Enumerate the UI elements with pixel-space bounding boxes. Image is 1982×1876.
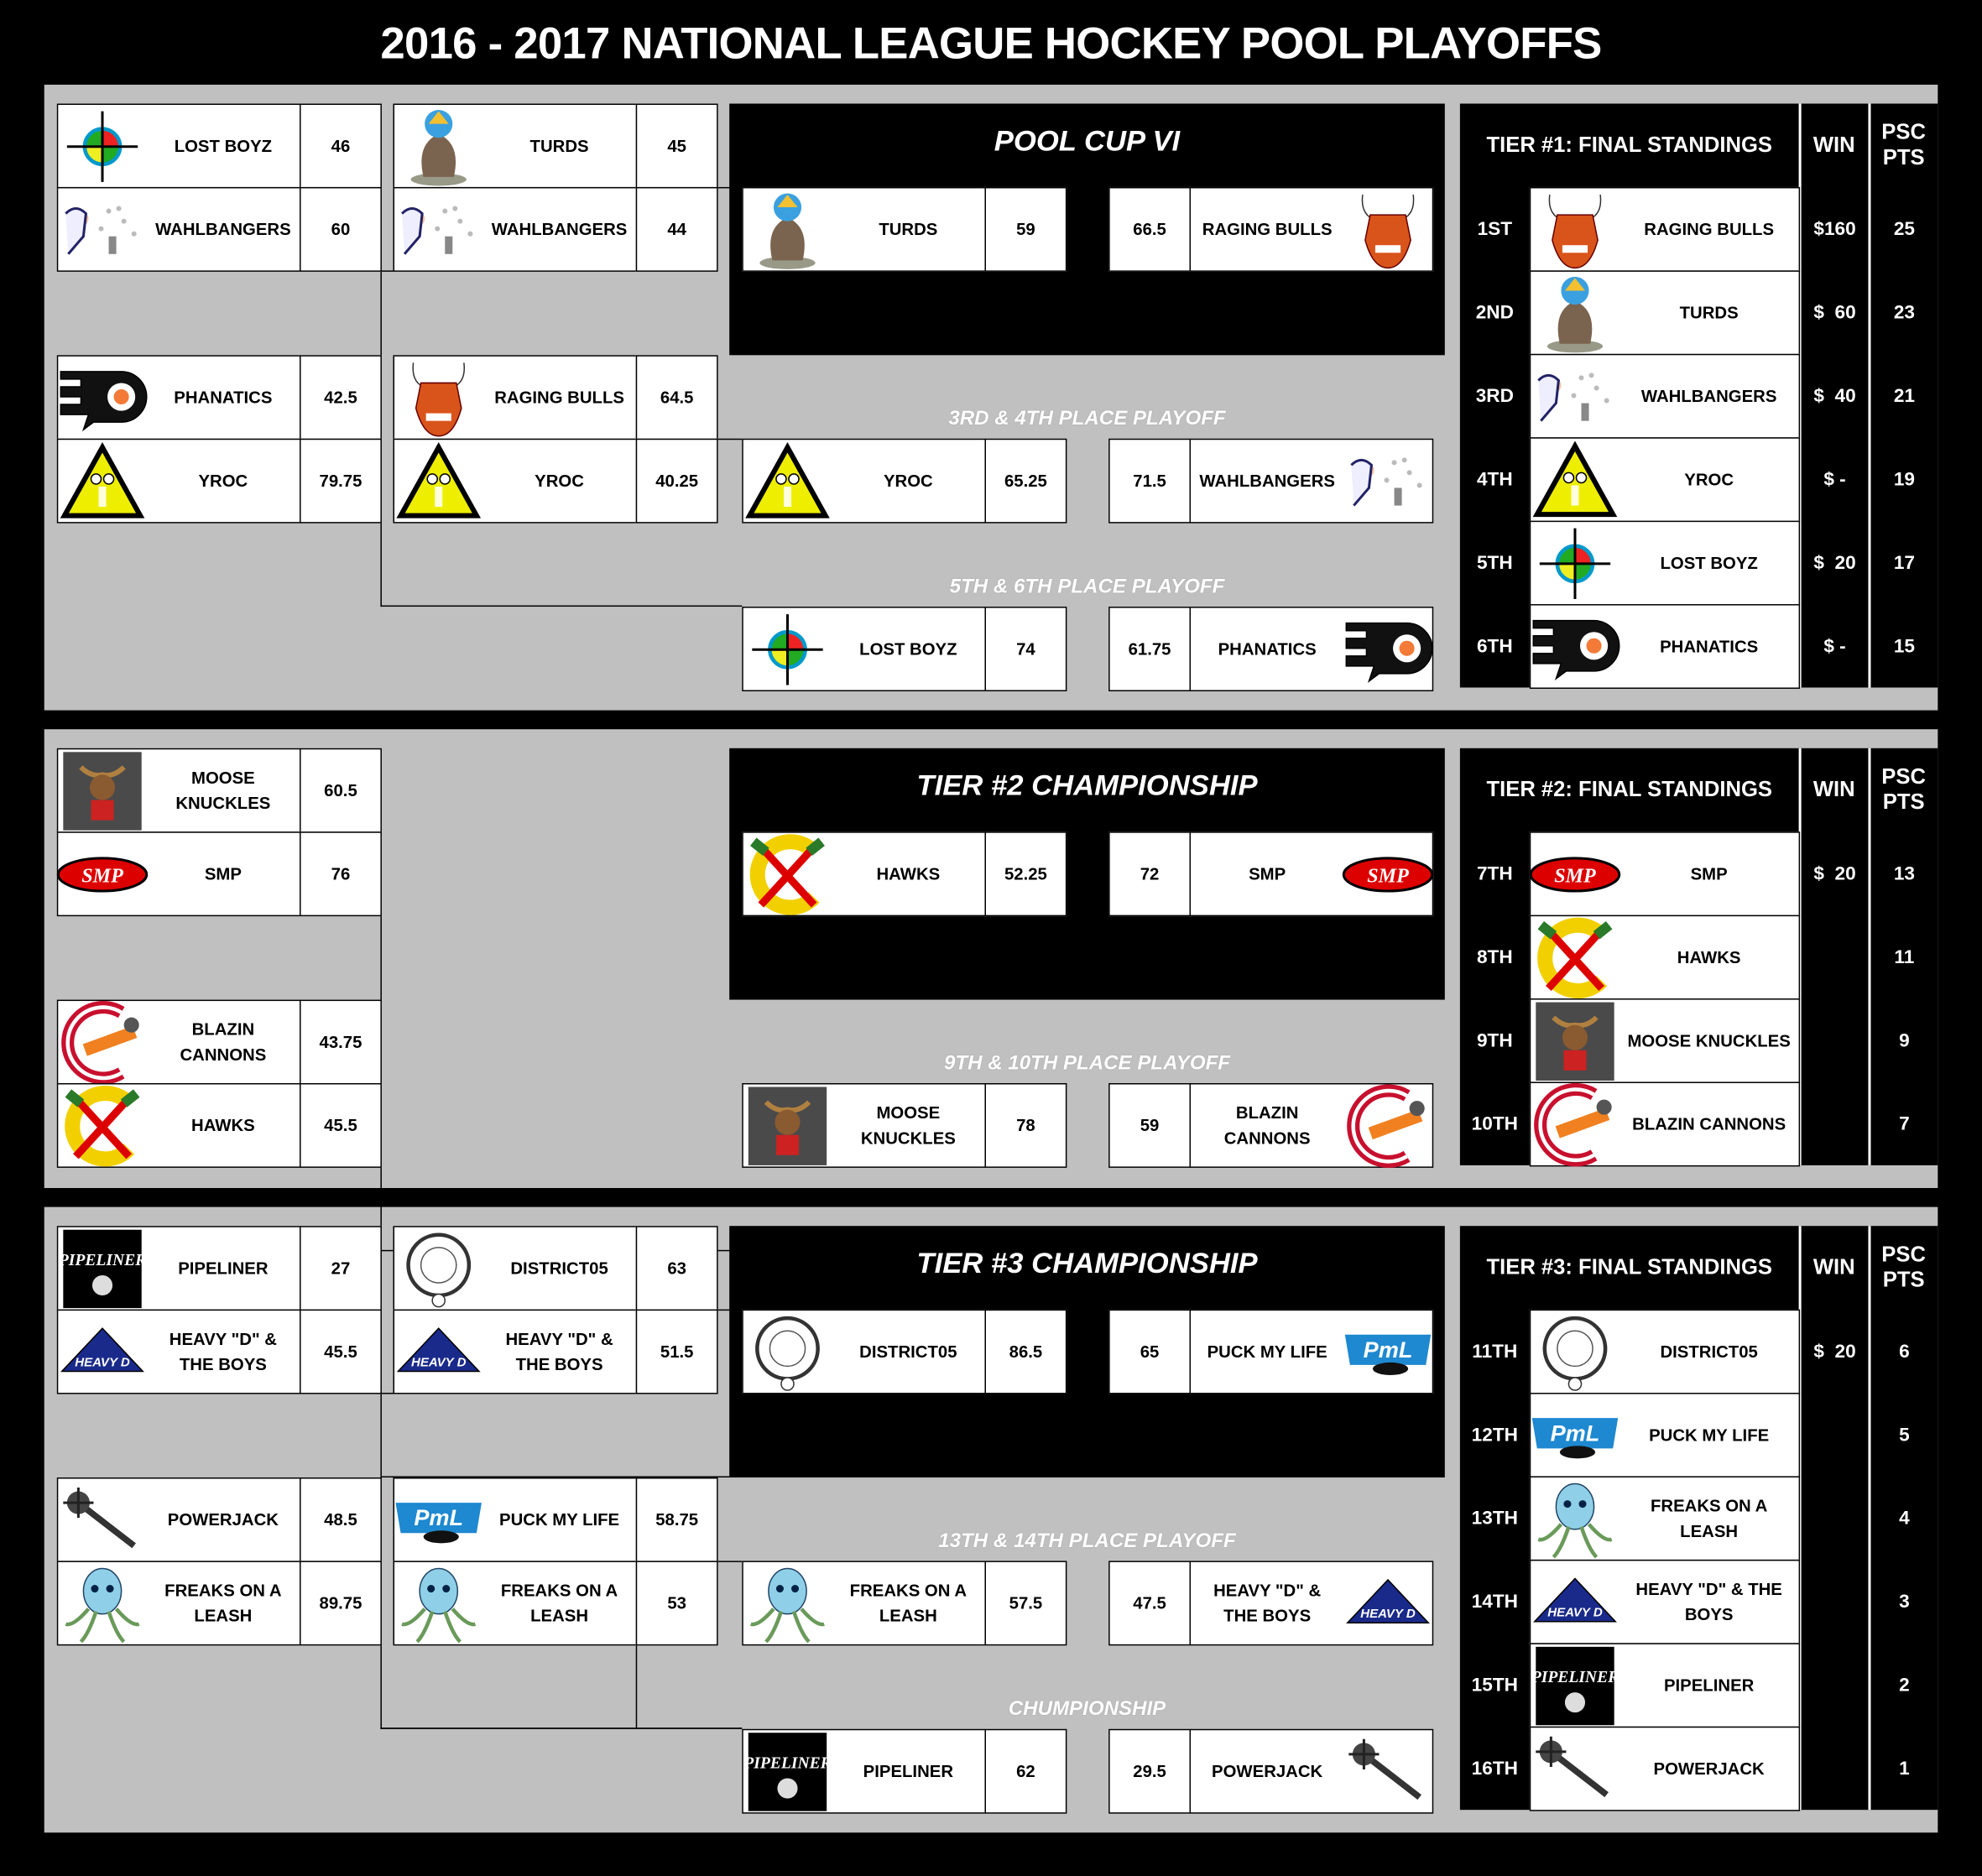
compass-icon — [58, 106, 146, 186]
mace-icon — [58, 1479, 146, 1560]
standing-team — [1530, 437, 1800, 522]
mace-icon — [1531, 1728, 1619, 1809]
team-score: 48.5 — [300, 1477, 382, 1562]
team-name: MOOSE KNUCKLES — [860, 1102, 956, 1148]
team-name: YROC — [1684, 469, 1734, 489]
mace-icon — [1343, 1731, 1432, 1811]
team-name: LOST BOYZ — [174, 135, 273, 155]
team-score: 57.5 — [984, 1561, 1067, 1645]
octopus-icon — [743, 1563, 832, 1644]
standing-winnings — [1802, 1727, 1869, 1810]
team-score: 64.5 — [636, 355, 718, 440]
standing-winnings: $ - — [1823, 468, 1846, 490]
team-entry — [57, 748, 301, 833]
team-name: HEAVY "D" & THE BOYS — [505, 1328, 613, 1373]
team-name: HEAVY "D" & THE BOYS — [169, 1328, 277, 1373]
team-name: HAWKS — [1677, 947, 1741, 967]
compass-icon — [743, 608, 832, 689]
team-entry — [742, 187, 986, 272]
standings-title: TIER #3: FINAL STANDINGS — [1486, 1254, 1773, 1279]
team-entry — [393, 355, 637, 440]
standing-points: 21 — [1893, 384, 1915, 407]
district-seal-icon — [1531, 1311, 1619, 1392]
team-entry — [57, 831, 301, 916]
team-entry — [393, 1477, 637, 1562]
moose-icon — [58, 750, 146, 831]
team-score: 74 — [984, 607, 1067, 691]
pipeliner-icon — [1531, 1645, 1619, 1726]
hawks-icon — [58, 1085, 146, 1165]
team-score: 86.5 — [984, 1310, 1067, 1394]
team-name: SMP — [204, 863, 242, 883]
bull-icon — [394, 357, 482, 438]
standing-team — [1530, 1727, 1800, 1811]
standing-points: 5 — [1899, 1423, 1910, 1446]
svg-text:SMP: SMP — [1554, 864, 1596, 887]
team-score: 71.5 — [1108, 439, 1191, 524]
pml-puck-icon — [1343, 1311, 1432, 1392]
standing-winnings — [1802, 998, 1869, 1081]
standing-team — [1530, 1081, 1800, 1166]
team-name: WAHLBANGERS — [1199, 471, 1335, 490]
canadiens-cannon-icon — [1343, 1085, 1432, 1165]
standing-rank: 13TH — [1471, 1507, 1518, 1529]
team-score: 52.25 — [984, 831, 1067, 916]
octopus-icon — [394, 1563, 482, 1644]
standing-points: 6 — [1899, 1340, 1910, 1363]
team-score: 60.5 — [300, 748, 382, 833]
standing-rank: 3RD — [1475, 384, 1514, 407]
team-score: 53 — [636, 1561, 718, 1645]
team-entry — [1190, 1561, 1434, 1645]
playoff-title: 5TH & 6TH PLACE PLAYOFF — [949, 576, 1225, 598]
standing-rank: 10TH — [1471, 1113, 1518, 1134]
team-score: 78 — [984, 1083, 1067, 1168]
standing-team — [1530, 270, 1800, 355]
standing-team — [1530, 187, 1800, 272]
standing-rank: 8TH — [1476, 946, 1513, 968]
team-name: LOST BOYZ — [1660, 553, 1758, 572]
team-name: POWERJACK — [1212, 1761, 1323, 1780]
smp-oval-icon — [58, 833, 146, 914]
standing-rank: 7TH — [1476, 862, 1513, 884]
team-name: PHANATICS — [174, 387, 273, 407]
team-name: FREAKS ON A LEASH — [1650, 1495, 1768, 1540]
team-score: 44 — [636, 187, 718, 272]
standing-winnings — [1802, 1081, 1869, 1165]
bracket-line — [380, 1393, 393, 1394]
heavy-d-icon — [58, 1311, 146, 1392]
standing-winnings: $ 20 — [1813, 1340, 1856, 1363]
team-score: 63 — [636, 1226, 718, 1311]
team-name: PUCK MY LIFE — [1207, 1342, 1327, 1361]
sledgehammer-man-icon — [58, 189, 146, 269]
standing-winnings — [1802, 1476, 1869, 1559]
team-name: RAGING BULLS — [494, 387, 624, 407]
standing-team — [1530, 915, 1800, 1000]
standing-points: 11 — [1894, 946, 1915, 968]
svg-text:PIPELINER: PIPELINER — [1531, 1668, 1620, 1686]
team-name: LOST BOYZ — [859, 638, 957, 659]
team-score: 42.5 — [300, 355, 382, 440]
standing-rank: 14TH — [1471, 1590, 1518, 1613]
svg-text:HEAVY D: HEAVY D — [410, 1354, 467, 1369]
team-name: DISTRICT05 — [1660, 1342, 1758, 1361]
standing-winnings: $160 — [1813, 217, 1856, 240]
team-score: 72 — [1108, 831, 1191, 916]
svg-text:PmL: PmL — [1363, 1336, 1413, 1363]
team-score: 45.5 — [300, 1310, 382, 1394]
turd-figure-icon — [394, 106, 482, 186]
canadiens-cannon-icon — [58, 1002, 146, 1082]
standing-points: 25 — [1893, 217, 1915, 240]
team-entry — [57, 1477, 301, 1562]
team-name: MOOSE KNUCKLES — [1627, 1030, 1791, 1050]
team-entry — [1190, 1083, 1434, 1168]
team-name: PIPELINER — [863, 1761, 954, 1780]
team-name: BLAZIN CANNONS — [180, 1019, 267, 1064]
page-title: 2016 - 2017 NATIONAL LEAGUE HOCKEY POOL PLAYOFFS — [380, 18, 1602, 69]
team-score: 29.5 — [1108, 1729, 1191, 1814]
standing-team — [1530, 354, 1800, 439]
team-entry — [1190, 831, 1434, 916]
compass-icon — [1531, 523, 1619, 603]
team-entry — [57, 439, 301, 524]
svg-text:PmL: PmL — [414, 1503, 464, 1530]
turd-figure-icon — [1531, 273, 1619, 353]
standing-points: 7 — [1899, 1113, 1910, 1134]
team-score: 43.75 — [300, 1000, 382, 1085]
moose-icon — [743, 1085, 832, 1165]
standing-winnings: $ 20 — [1813, 862, 1856, 884]
warning-triangle-icon — [1531, 439, 1619, 519]
team-name: YROC — [535, 471, 584, 490]
standing-points: 17 — [1893, 551, 1915, 574]
sledgehammer-man-icon — [1343, 440, 1432, 521]
win-header: WIN — [1812, 133, 1855, 157]
standing-points: 13 — [1893, 862, 1915, 884]
team-name: BLAZIN CANNONS — [1632, 1113, 1786, 1133]
hawks-icon — [743, 833, 832, 914]
team-entry — [1190, 187, 1434, 272]
team-name: RAGING BULLS — [1202, 219, 1333, 238]
bracket-line — [717, 1310, 729, 1311]
standing-winnings: $ 20 — [1813, 551, 1856, 574]
warning-triangle-icon — [394, 440, 482, 521]
team-score: 45.5 — [300, 1083, 382, 1168]
standing-team — [1530, 1560, 1800, 1644]
bull-icon — [1531, 189, 1619, 269]
team-score: 60 — [300, 187, 382, 272]
team-entry — [57, 1226, 301, 1311]
team-score: 59 — [1108, 1083, 1191, 1168]
standing-team — [1530, 831, 1800, 916]
team-name: TURDS — [879, 219, 938, 238]
district-seal-icon — [743, 1311, 832, 1392]
standing-points: 1 — [1899, 1757, 1910, 1780]
flyers-icon — [58, 357, 146, 438]
team-entry — [393, 104, 637, 189]
team-name: WAHLBANGERS — [1640, 386, 1777, 405]
svg-text:HEAVY D: HEAVY D — [75, 1354, 130, 1369]
sledgehammer-man-icon — [394, 189, 482, 269]
team-score: 79.75 — [300, 439, 382, 524]
team-score: 58.75 — [636, 1477, 718, 1562]
standing-rank: 4TH — [1476, 468, 1513, 490]
team-name: PUCK MY LIFE — [499, 1509, 620, 1529]
standing-team — [1530, 998, 1800, 1083]
team-name: POWERJACK — [167, 1509, 279, 1529]
standing-rank: 5TH — [1476, 551, 1513, 574]
pipeliner-icon — [58, 1227, 146, 1308]
standing-winnings — [1802, 1393, 1869, 1476]
octopus-icon — [1531, 1478, 1619, 1559]
team-entry — [57, 1000, 301, 1085]
warning-triangle-icon — [743, 440, 832, 521]
heavy-d-icon — [1343, 1563, 1432, 1644]
svg-text:HEAVY D: HEAVY D — [1360, 1606, 1416, 1621]
team-name: PHANATICS — [1660, 636, 1759, 656]
team-score: 40.25 — [636, 439, 718, 524]
team-name: YROC — [198, 471, 248, 490]
standing-points: 4 — [1899, 1507, 1910, 1529]
team-entry — [57, 1310, 301, 1394]
psc-pts-header: PSC PTS — [1881, 120, 1926, 169]
psc-pts-header: PSC PTS — [1881, 1242, 1926, 1292]
team-entry — [57, 355, 301, 440]
svg-text:SMP: SMP — [81, 864, 123, 887]
standing-points: 9 — [1899, 1029, 1910, 1051]
team-entry — [57, 104, 301, 189]
standing-rank: 1ST — [1477, 217, 1513, 240]
standing-rank: 15TH — [1471, 1674, 1518, 1696]
octopus-icon — [58, 1563, 146, 1644]
standing-points: 2 — [1899, 1674, 1910, 1696]
team-entry — [393, 1226, 637, 1311]
team-entry — [1190, 1310, 1434, 1394]
standings-title: TIER #2: FINAL STANDINGS — [1486, 777, 1773, 802]
pipeliner-icon — [743, 1731, 832, 1811]
flyers-icon — [1343, 608, 1432, 689]
bracket-line — [380, 1727, 742, 1729]
team-name: WAHLBANGERS — [491, 219, 628, 238]
team-score: 76 — [300, 831, 382, 916]
team-name: HAWKS — [191, 1115, 255, 1134]
standing-team — [1530, 1393, 1800, 1477]
team-entry — [57, 1561, 301, 1645]
standing-rank: 9TH — [1476, 1029, 1513, 1051]
team-name: HEAVY "D" & THE BOYS — [1635, 1579, 1782, 1623]
svg-text:PIPELINER: PIPELINER — [743, 1754, 832, 1772]
team-entry — [57, 1083, 301, 1168]
team-name: PIPELINER — [178, 1258, 269, 1278]
team-name: HEAVY "D" & THE BOYS — [1213, 1580, 1322, 1625]
standing-team — [1530, 1310, 1800, 1394]
team-name: PUCK MY LIFE — [1649, 1425, 1770, 1445]
bracket-line — [380, 270, 393, 272]
team-name: BLAZIN CANNONS — [1223, 1102, 1311, 1148]
team-score: 89.75 — [300, 1561, 382, 1645]
team-name: PIPELINER — [1663, 1675, 1755, 1695]
championship-title: TIER #2 CHAMPIONSHIP — [916, 768, 1258, 802]
playoff-title: 13TH & 14TH PLACE PLAYOFF — [938, 1530, 1236, 1552]
standing-rank: 6TH — [1476, 634, 1513, 657]
team-score: 46 — [300, 104, 382, 189]
heavy-d-icon — [1531, 1561, 1619, 1642]
team-entry — [1190, 439, 1434, 524]
team-score: 65.25 — [984, 439, 1067, 524]
team-entry — [57, 187, 301, 272]
standing-rank: 11TH — [1472, 1340, 1518, 1363]
playoff-title: 3RD & 4TH PLACE PLAYOFF — [948, 408, 1226, 430]
sledgehammer-man-icon — [1531, 356, 1619, 436]
standing-points: 23 — [1893, 301, 1915, 323]
team-name: POWERJACK — [1653, 1759, 1765, 1778]
flyers-icon — [1531, 606, 1619, 686]
smp-oval-icon — [1531, 833, 1619, 914]
championship-title: POOL CUP VI — [994, 123, 1181, 157]
standing-rank: 12TH — [1471, 1423, 1518, 1446]
team-score: 65 — [1108, 1310, 1191, 1394]
standing-team — [1530, 1643, 1800, 1727]
championship-title: TIER #3 CHAMPIONSHIP — [916, 1246, 1258, 1279]
team-score: 66.5 — [1108, 187, 1191, 272]
team-name: FREAKS ON A LEASH — [849, 1580, 968, 1625]
team-entry — [393, 1310, 637, 1394]
standing-winnings: $ 60 — [1813, 301, 1856, 323]
team-entry — [742, 1310, 986, 1394]
team-entry — [393, 1561, 637, 1645]
standing-points: 15 — [1893, 634, 1915, 657]
standing-team — [1530, 521, 1800, 606]
team-name: SMP — [1690, 863, 1728, 883]
team-name: FREAKS ON A LEASH — [164, 1580, 282, 1625]
team-name: DISTRICT05 — [859, 1342, 957, 1361]
bracket-line — [717, 439, 742, 440]
team-name: MOOSE KNUCKLES — [175, 768, 271, 812]
standing-winnings: $ - — [1823, 634, 1846, 657]
team-name: TURDS — [529, 135, 589, 155]
win-header: WIN — [1812, 1254, 1855, 1279]
team-name: DISTRICT05 — [510, 1258, 608, 1278]
turd-figure-icon — [743, 189, 832, 269]
standing-winnings — [1802, 915, 1869, 998]
team-entry — [1190, 607, 1434, 691]
team-entry — [742, 607, 986, 691]
smp-oval-icon — [1343, 833, 1432, 914]
team-name: SMP — [1249, 863, 1286, 883]
team-entry — [742, 1083, 986, 1168]
pml-puck-icon — [394, 1479, 482, 1560]
team-name: PHANATICS — [1218, 638, 1317, 659]
team-name: HAWKS — [876, 863, 941, 883]
team-score: 61.75 — [1108, 607, 1191, 691]
team-entry — [742, 1561, 986, 1645]
standing-winnings — [1802, 1643, 1869, 1726]
team-name: TURDS — [1679, 302, 1739, 322]
standing-points: 19 — [1893, 468, 1915, 490]
svg-text:PIPELINER: PIPELINER — [58, 1251, 147, 1269]
playoff-title: CHUMPIONSHIP — [1008, 1698, 1166, 1721]
pml-puck-icon — [1531, 1394, 1619, 1475]
standing-team — [1530, 1476, 1800, 1561]
team-entry — [393, 439, 637, 524]
playoff-title: 9TH & 10TH PLACE PLAYOFF — [943, 1052, 1231, 1075]
team-score: 62 — [984, 1729, 1067, 1814]
team-entry — [1190, 1729, 1434, 1814]
team-name: FREAKS ON A LEASH — [500, 1580, 618, 1625]
svg-text:SMP: SMP — [1367, 864, 1409, 887]
team-entry — [393, 187, 637, 272]
team-entry — [742, 831, 986, 916]
bracket-line — [717, 187, 729, 189]
heavy-d-icon — [394, 1311, 482, 1392]
team-score: 27 — [300, 1226, 382, 1311]
team-score: 51.5 — [636, 1310, 718, 1394]
warning-triangle-icon — [58, 440, 146, 521]
standing-rank: 16TH — [1471, 1757, 1518, 1780]
standing-rank: 2ND — [1475, 301, 1514, 323]
team-name: RAGING BULLS — [1644, 219, 1775, 238]
hawks-icon — [1531, 917, 1619, 998]
standing-winnings — [1802, 1560, 1869, 1643]
moose-icon — [1531, 1000, 1619, 1081]
team-score: 59 — [984, 187, 1067, 272]
team-name: WAHLBANGERS — [155, 219, 291, 238]
psc-pts-header: PSC PTS — [1881, 764, 1926, 815]
team-score: 47.5 — [1108, 1561, 1191, 1645]
team-name: YROC — [883, 471, 933, 490]
team-entry — [742, 439, 986, 524]
standing-points: 3 — [1899, 1590, 1910, 1613]
svg-text:HEAVY D: HEAVY D — [1547, 1604, 1603, 1619]
win-header: WIN — [1812, 777, 1855, 802]
district-seal-icon — [394, 1227, 482, 1308]
bracket-line — [380, 606, 742, 607]
standings-title: TIER #1: FINAL STANDINGS — [1486, 133, 1773, 157]
bracket-line — [717, 1561, 742, 1562]
bull-icon — [1343, 189, 1432, 269]
standing-team — [1530, 604, 1800, 689]
svg-text:PmL: PmL — [1550, 1419, 1600, 1446]
team-entry — [742, 1729, 986, 1814]
team-score: 45 — [636, 104, 718, 189]
standing-winnings: $ 40 — [1813, 384, 1856, 407]
canadiens-cannon-icon — [1531, 1084, 1619, 1165]
